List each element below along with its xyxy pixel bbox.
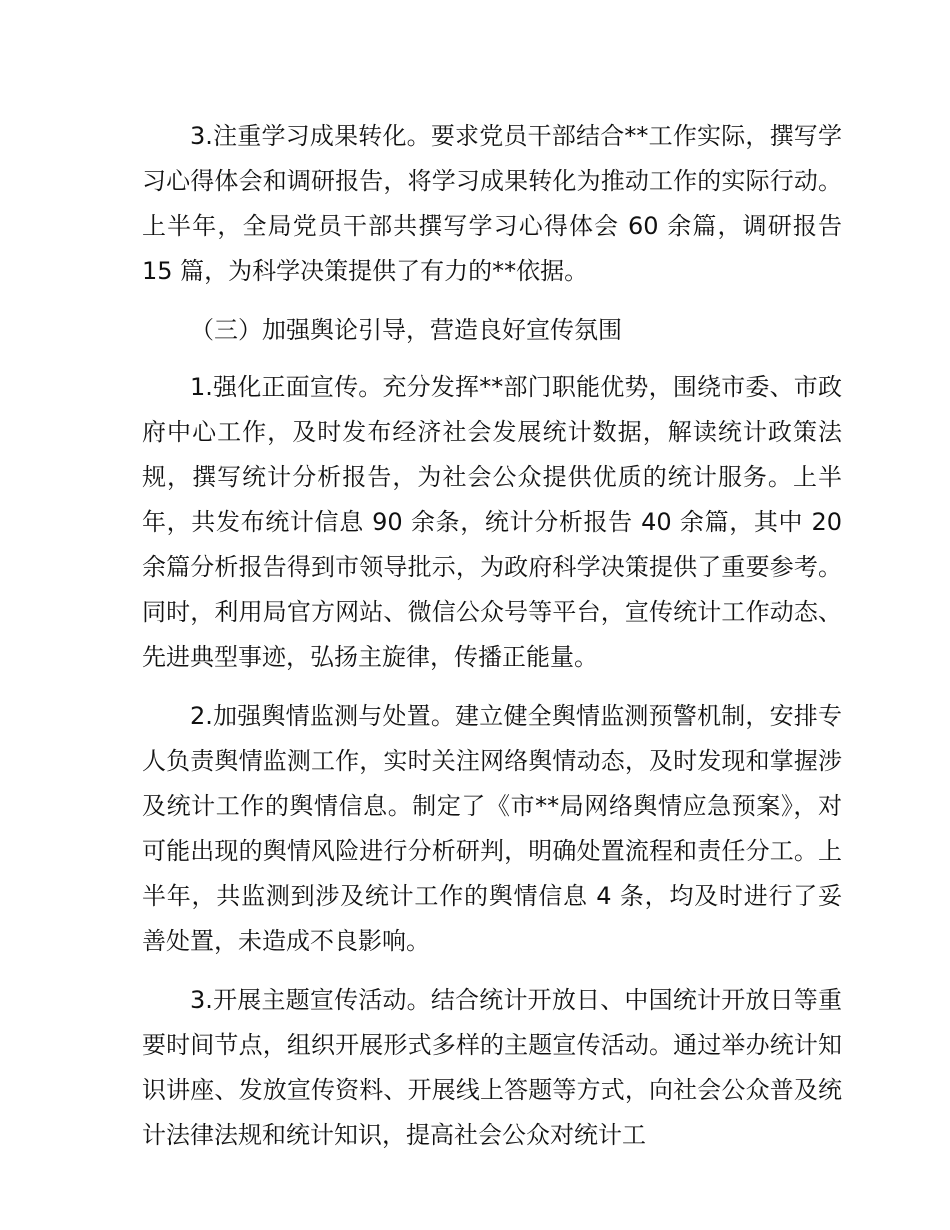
paragraph-positive-publicity: 1.强化正面宣传。充分发挥**部门职能优势，围绕市委、市政府中心工作，及时发布经济社会发展统计数据，解读统计政策法规，撰写统计分析报告，为社会公众提供优质的统计服务。上半年，共发布统计信息 90 余条，统计分析报告 40 余篇，其中 20 余篇分析报告得到市领导批示，为政府科学决策提供了重要参考。同时，利用局官方网站、微信公众号等平台，宣传统计工作动态、先进典型事迹，弘扬主旋律，传播正能量。 bbox=[142, 373, 842, 671]
paragraph-learning-results: 3.注重学习成果转化。要求党员干部结合**工作实际，撰写学习心得体会和调研报告，将学习成果转化为推动工作的实际行动。上半年，全局党员干部共撰写学习心得体会 60 余篇，调研报告 15 篇，为科学决策提供了有力的**依据。 bbox=[142, 122, 842, 285]
section-heading-public-opinion: （三）加强舆论引导，营造良好宣传氛围 bbox=[190, 316, 622, 344]
document-page bbox=[142, 114, 842, 1172]
paragraph-opinion-monitoring: 2.加强舆情监测与处置。建立健全舆情监测预警机制，安排专人负责舆情监测工作，实时关注网络舆情动态，及时发现和掌握涉及统计工作的舆情信息。制定了《市**局网络舆情应急预案》，对可能出现的舆情风险进行分析研判，明确处置流程和责任分工。上半年，共监测到涉及统计工作的舆情信息 4 条，均及时进行了妥善处置，未造成不良影响。 bbox=[142, 702, 842, 955]
paragraph-theme-activities: 3.开展主题宣传活动。结合统计开放日、中国统计开放日等重要时间节点，组织开展形式多样的主题宣传活动。通过举办统计知识讲座、发放宣传资料、开展线上答题等方式，向社会公众普及统计法律法规和统计知识，提高社会公众对统计工 bbox=[142, 986, 842, 1149]
